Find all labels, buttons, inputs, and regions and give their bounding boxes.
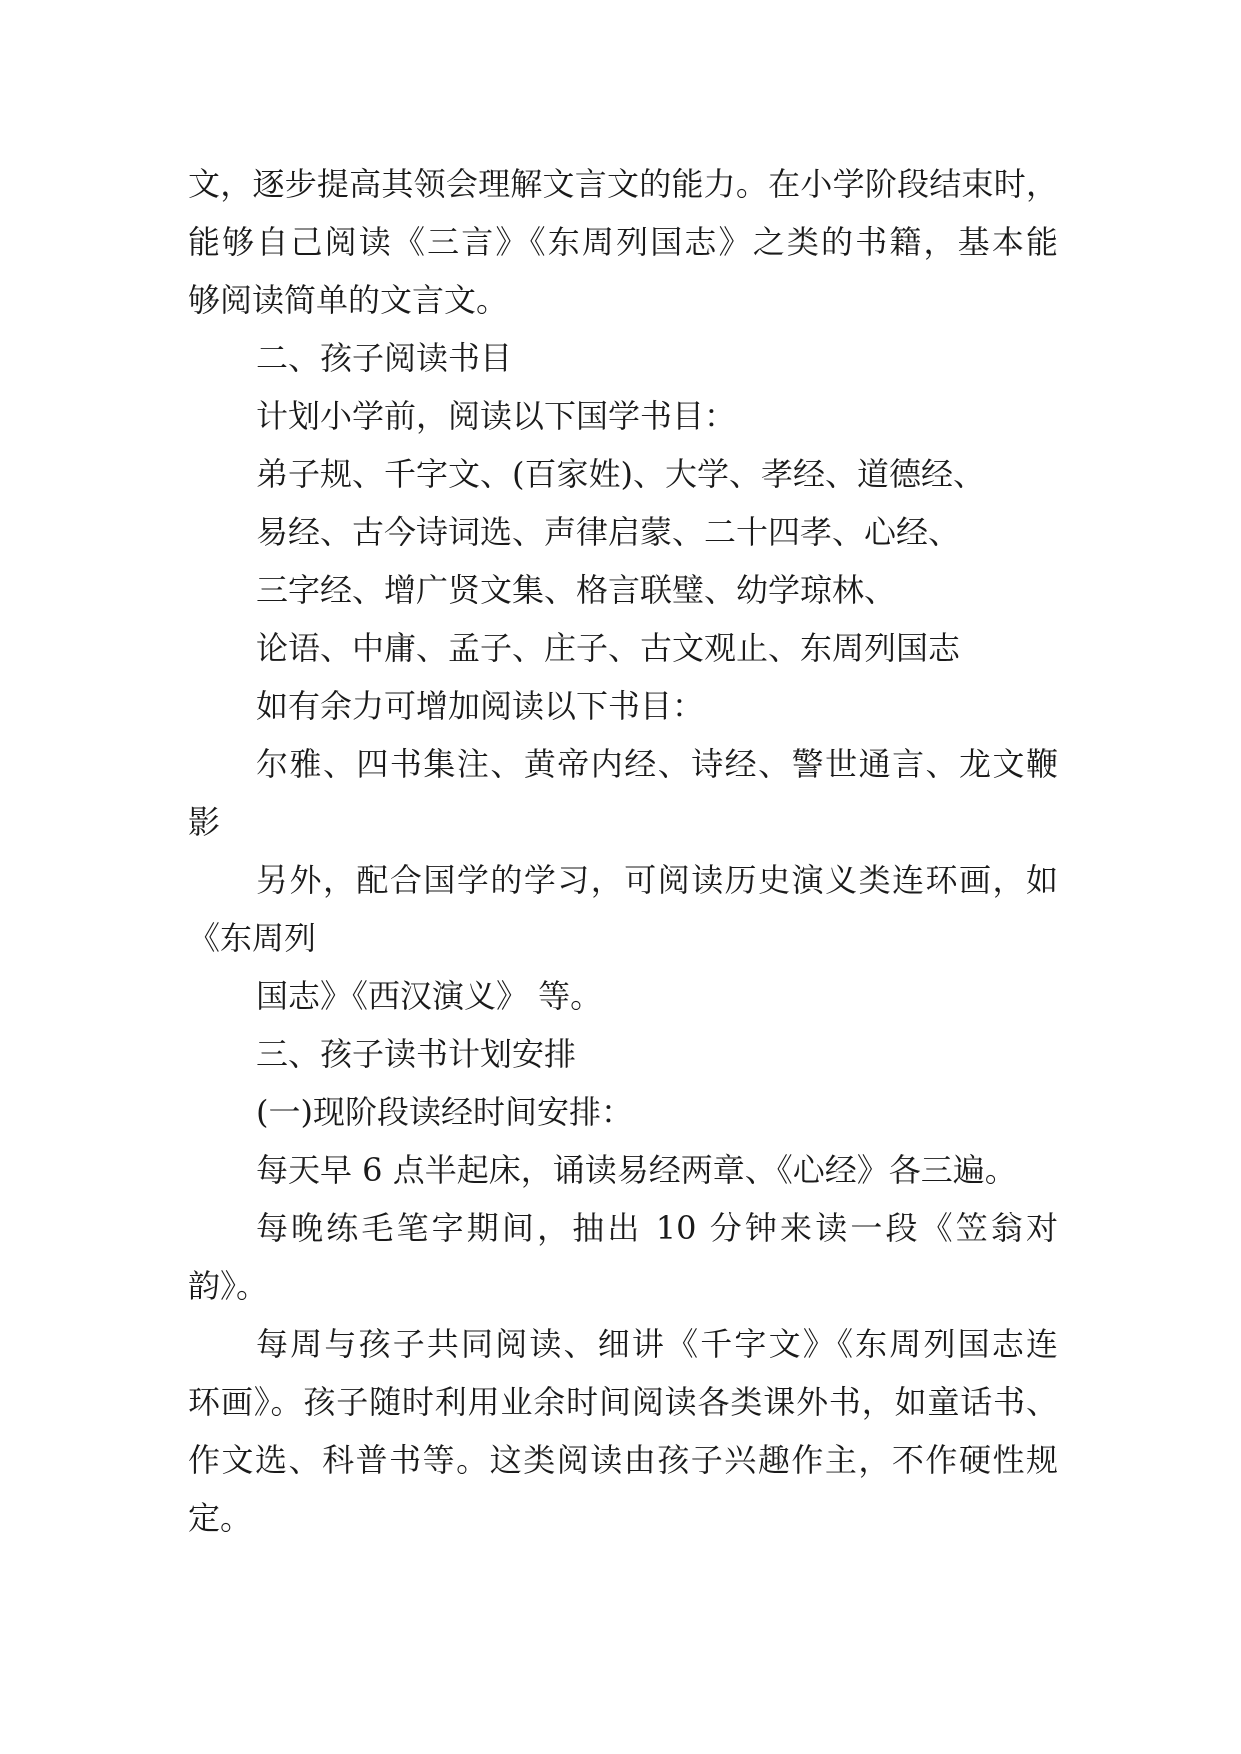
text-line: 文，逐步提高其领会理解文言文的能力。在小学阶段结束时， [188,165,1058,203]
text-line: (一)现阶段读经时间安排： [256,1093,633,1131]
text-line: 影 [188,803,221,841]
text-line: 每周与孩子共同阅读、细讲《千字文》《东周列国志连 [256,1325,1058,1363]
text-line: 论语、中庸、孟子、庄子、古文观止、东周列国志 [256,629,961,667]
text-line: 如有余力可增加阅读以下书目： [256,687,705,725]
text-line: 能够自己阅读《三言》《东周列国志》之类的书籍，基本能 [188,223,1058,261]
text-line: 二、孩子阅读书目 [256,339,513,377]
text-line: 定。 [188,1499,253,1537]
text-line: 作文选、科普书等。这类阅读由孩子兴趣作主，不作硬性规 [188,1441,1058,1479]
text-line: 尔雅、四书集注、黄帝内经、诗经、警世通言、龙文鞭 [256,745,1058,783]
text-line: 弟子规、千字文、(百家姓)、大学、孝经、道德经、 [256,455,985,493]
text-line: 计划小学前，阅读以下国学书目： [256,397,737,435]
text-line: 国志》《西汉演义》 等。 [256,977,603,1015]
text-line: 另外，配合国学的学习，可阅读历史演义类连环画，如 [256,861,1058,899]
text-line: 《东周列 [188,919,317,957]
text-line: 易经、古今诗词选、声律启蒙、二十四孝、心经、 [256,513,961,551]
document-body [188,155,1058,1547]
text-line: 每天早 6 点半起床，诵读易经两章、《心经》各三遍。 [256,1151,1017,1189]
text-line: 够阅读简单的文言文。 [188,281,509,319]
text-line: 三、孩子读书计划安排 [256,1035,577,1073]
text-line: 环画》。孩子随时利用业余时间阅读各类课外书，如童话书、 [188,1383,1058,1421]
text-line: 韵》。 [188,1267,269,1305]
text-line: 三字经、增广贤文集、格言联璧、幼学琼林、 [256,571,897,609]
text-line: 每晚练毛笔字期间，抽出 10 分钟来读一段《笠翁对 [256,1209,1058,1247]
